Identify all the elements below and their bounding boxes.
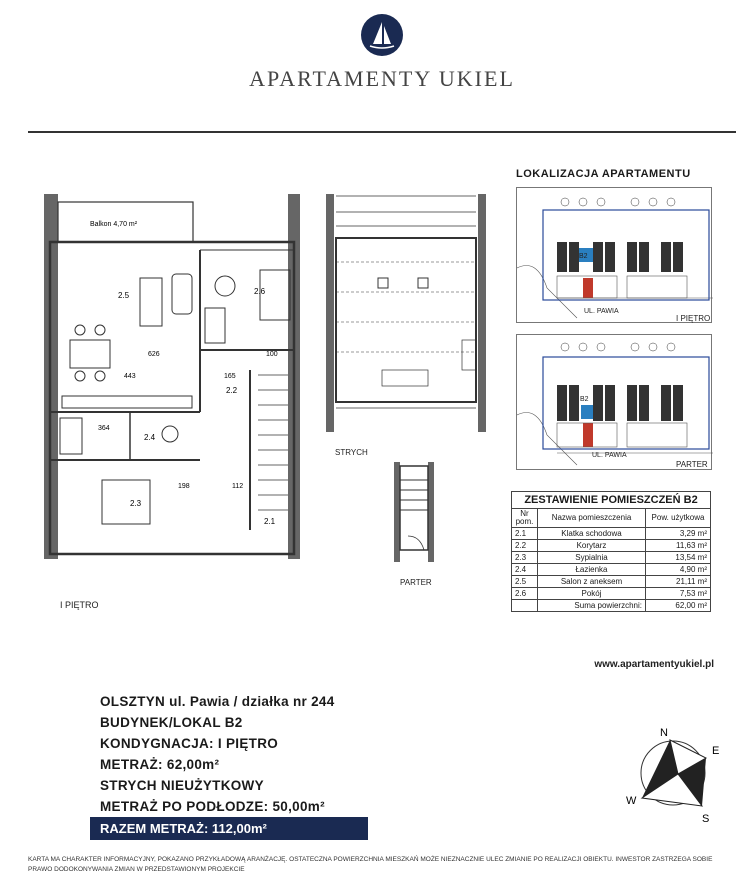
sailboat-icon (361, 14, 403, 56)
cell-name: Sypialnia (538, 552, 646, 564)
rooms-summary (511, 491, 711, 612)
location-map-first-floor (516, 187, 712, 323)
table-row (512, 540, 711, 552)
rooms-table-title: ZESTAWIENIE POMIESZCZEŃ B2 (511, 491, 711, 508)
table-row (512, 552, 711, 564)
info-building: BUDYNEK/LOKAL B2 (100, 715, 243, 730)
cell-nr: 2.5 (512, 576, 538, 588)
room-label: 2.2 (226, 386, 238, 395)
cell-name: Salon z aneksem (538, 576, 646, 588)
dimension-label: 112 (232, 483, 244, 490)
dimension-label: 100 (266, 351, 278, 358)
cell-nr: 2.2 (512, 540, 538, 552)
room-label: 2.6 (254, 287, 266, 296)
cell-name: Korytarz (538, 540, 646, 552)
location-map-ground-floor (516, 334, 712, 470)
compass-icon (618, 718, 728, 828)
cell-nr: 2.1 (512, 528, 538, 540)
total-label: Suma powierzchni: (538, 600, 646, 612)
info-level: KONDYGNACJA: I PIĘTRO (100, 736, 279, 751)
cell-area: 13,54 m² (646, 552, 711, 564)
location-title: LOKALIZACJA APARTAMENTU (516, 168, 691, 180)
map2-floor: PARTER (676, 460, 708, 469)
cell-name: Łazienka (538, 564, 646, 576)
info-attic: STRYCH NIEUŻYTKOWY (100, 778, 264, 793)
logo-emblem (361, 14, 403, 56)
rooms-table (511, 508, 711, 612)
attic-label: STRYCH (335, 448, 368, 457)
table-total-row (512, 600, 711, 612)
header-divider (28, 131, 736, 133)
floor-label-first: I PIĘTRO (60, 600, 99, 610)
cell-area: 7,53 m² (646, 588, 711, 600)
cell-nr: 2.3 (512, 552, 538, 564)
table-row (512, 528, 711, 540)
room-label: 2.1 (264, 517, 276, 526)
total-value: 62,00 m² (646, 600, 711, 612)
compass-w: W (626, 795, 637, 807)
col-name-header: Nazwa pomieszczenia (538, 509, 646, 528)
compass-s: S (702, 813, 710, 825)
info-address: OLSZTYN ul. Pawia / działka nr 244 (100, 694, 335, 709)
table-row (512, 576, 711, 588)
attic-plan (322, 192, 492, 437)
cell-area: 21,11 m² (646, 576, 711, 588)
room-label: 2.5 (118, 291, 130, 300)
balcony-label: Balkon 4,70 m² (90, 221, 138, 228)
col-area-header: Pow. użytkowa (646, 509, 711, 528)
cell-area: 4,90 m² (646, 564, 711, 576)
cell-nr: 2.4 (512, 564, 538, 576)
ground-staircase-plan (390, 460, 440, 570)
cell-name: Pokój (538, 588, 646, 600)
room-label: 2.3 (130, 499, 142, 508)
dimension-label: 626 (148, 351, 160, 358)
cell-name: Klatka schodowa (538, 528, 646, 540)
disclaimer-text: KARTA MA CHARAKTER INFORMACYJNY, POKAZANO PRZYKŁADOWĄ ARANŻACJĘ. OSTATECZNA POWIERZCHNIA MIESZKAŃ MOŻE NIEZNACZNIE ULEC ZMIANIE PO REALIZACJI OBIEKTU. INWESTOR ZASTRZEGA SOBIE PRAWO DODOKONYWANIA ZMIAN W PRZEDSTAWIONYM PROJEKCIE (28, 856, 713, 873)
floor-plan-first-floor (40, 190, 305, 565)
table-row (512, 588, 711, 600)
ground-label: PARTER (400, 578, 432, 587)
compass-n: N (660, 727, 668, 739)
dimension-label: 443 (124, 373, 136, 380)
dimension-label: 198 (178, 483, 190, 490)
room-label: 2.4 (144, 433, 156, 442)
dimension-label: 364 (98, 425, 110, 432)
info-floor-area: METRAŻ PO PODŁODZE: 50,00m² (100, 799, 325, 814)
website-link[interactable]: www.apartamentyukiel.pl (594, 659, 714, 670)
map1-floor: I PIĘTRO (676, 314, 711, 323)
total-area-banner: RAZEM METRAŻ: 112,00m² (90, 817, 368, 840)
info-area: METRAŻ: 62,00m² (100, 757, 220, 772)
map2-unit: B2 (580, 396, 589, 403)
dimension-label: 165 (224, 373, 236, 380)
brand-title: APARTAMENTY UKIEL (249, 66, 515, 91)
cell-area: 11,63 m² (646, 540, 711, 552)
compass-e: E (712, 745, 720, 757)
map1-street: UL. PAWIA (584, 308, 619, 315)
map2-street: UL. PAWIA (592, 452, 627, 459)
col-nr-header: Nr pom. (512, 509, 538, 528)
cell-empty (512, 600, 538, 612)
map1-unit: B2 (579, 253, 588, 260)
cell-area: 3,29 m² (646, 528, 711, 540)
table-row (512, 564, 711, 576)
cell-nr: 2.6 (512, 588, 538, 600)
